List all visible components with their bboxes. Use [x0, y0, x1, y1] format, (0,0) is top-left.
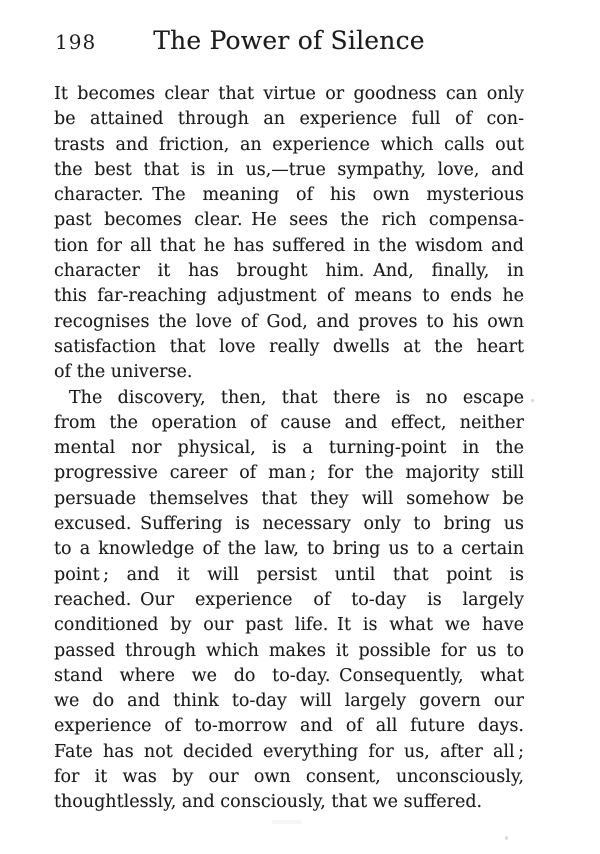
text-line: conditioned by our past life. It is what we have — [54, 615, 524, 636]
text-line: to a knowledge of the law, to bring us to a certain — [54, 539, 524, 560]
text-line: character. The meaning of his own mysterious — [54, 185, 524, 206]
text-line: for it was by our own consent, unconsciously, — [54, 767, 524, 788]
text-line: trasts and friction, an experience which calls out — [54, 134, 524, 155]
text-line: It becomes clear that virtue or goodness can only — [54, 84, 524, 104]
text-line: satisfaction that love really dwells at the heart — [54, 336, 524, 357]
text-line: excused. Suffering is necessary only to bring us — [54, 514, 524, 535]
scan-artifact-smudge — [272, 820, 302, 824]
text-line: persuade themselves that they will somehow be — [54, 488, 524, 509]
paragraph — [54, 82, 524, 386]
text-line: Fate has not decided everything for us, after all ; — [54, 741, 524, 762]
page-number: 198 — [55, 30, 97, 54]
scan-artifact-dot — [531, 399, 534, 402]
text-line: tion for all that he has suffered in the wisdom and — [54, 235, 524, 256]
text-line: of the universe. — [54, 362, 193, 383]
text-line: thoughtlessly, and consciously, that we suffered. — [54, 792, 483, 813]
text-line: The discovery, then, that there is no escape — [69, 387, 524, 408]
page-body — [54, 82, 524, 816]
text-line: passed through which makes it possible for us to — [54, 640, 524, 661]
text-line: we do and think to-day will largely govern our — [54, 691, 524, 712]
text-line: experience of to-morrow and of all future days. — [54, 716, 524, 737]
text-line: the best that is in us,—true sympathy, love, and — [54, 159, 524, 180]
text-line: recognises the love of God, and proves to his own — [54, 311, 524, 332]
text-line: character it has brought him. And, finally, in — [54, 261, 524, 282]
scan-artifact-dot — [505, 836, 508, 840]
text-line: from the operation of cause and effect, neither — [54, 412, 524, 433]
text-line: reached. Our experience of to-day is largely — [54, 589, 524, 610]
text-line: mental nor physical, is a turning-point in the — [54, 438, 524, 459]
text-line: point ; and it will persist until that point is — [54, 564, 524, 585]
text-line: this far-reaching adjustment of means to ends he — [54, 286, 524, 307]
page-title: The Power of Silence — [153, 26, 425, 55]
paragraph — [54, 386, 524, 816]
running-header — [54, 24, 524, 58]
text-line: be attained through an experience full of con- — [54, 109, 524, 130]
text-block — [54, 24, 524, 816]
text-line: progressive career of man ; for the majority still — [54, 463, 524, 484]
text-line: past becomes clear. He sees the rich compensa- — [54, 210, 524, 231]
text-line: stand where we do to-day. Consequently, what — [54, 665, 524, 686]
